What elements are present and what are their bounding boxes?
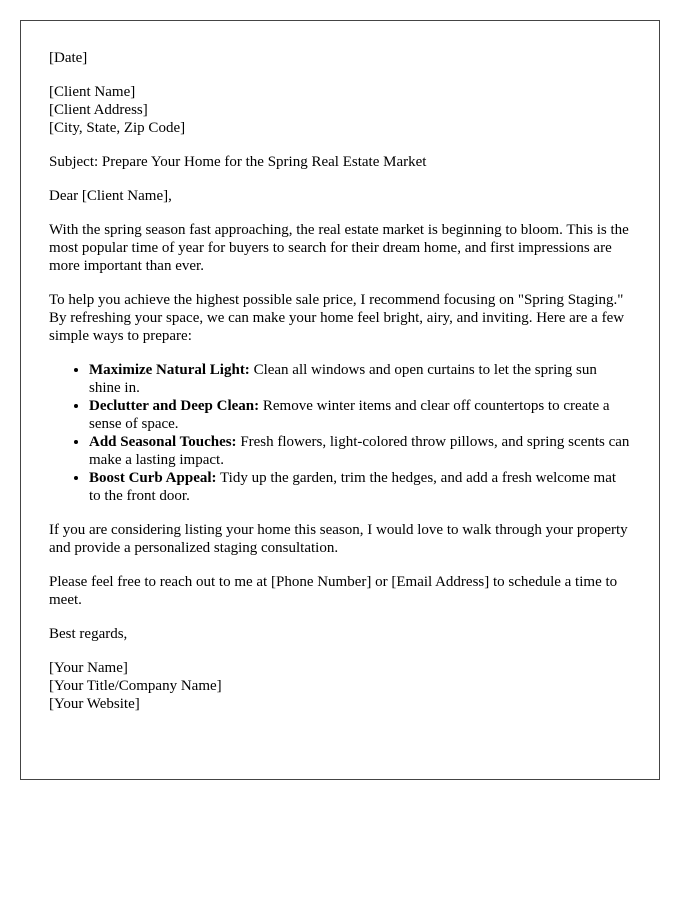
tip-text: Tidy up the garden, trim the hedges, and add a fresh welcome mat to the front door. [89,470,617,504]
letter-date: [Date] [49,50,88,66]
recipient-name: [Client Name] [49,84,136,100]
signature-website: [Your Website] [49,696,140,712]
letter-closing: Best regards, [49,626,128,642]
letter-page [20,20,660,780]
tip-title: Declutter and Deep Clean: [89,398,260,414]
tip-title: Maximize Natural Light: [89,362,250,378]
tip-title: Boost Curb Appeal: [89,470,217,486]
body-paragraph-1: With the spring season fast approaching, the real estate market is beginning to bloom. This is the most popular time of year for buyers to search for their dream home, and first impressions are more important than ever. [49,222,629,274]
list-item [89,397,631,433]
list-item [89,469,631,505]
body-paragraph-4: Please feel free to reach out to me at [Phone Number] or [Email Address] to schedule a time to meet. [49,574,618,608]
letter-subject: Subject: Prepare Your Home for the Spring Real Estate Market [49,154,427,170]
list-item [89,433,631,469]
body-paragraph-2: To help you achieve the highest possible sale price, I recommend focusing on "Spring Staging." By refreshing your space, we can make your home feel bright, airy, and inviting. Here are a few simple ways to prepare: [49,292,625,344]
signature-block [49,659,631,713]
tip-text: Remove winter items and clear off countertops to create a sense of space. [89,398,610,432]
staging-tips-list [49,361,631,505]
list-item [89,361,631,397]
recipient-address: [Client Address] [49,102,148,118]
recipient-block [49,83,631,137]
body-paragraph-3: If you are considering listing your home this season, I would love to walk through your property and provide a personalized staging consultation. [49,522,628,556]
signature-title-company: [Your Title/Company Name] [49,678,222,694]
letter-salutation: Dear [Client Name], [49,188,172,204]
tip-text: Fresh flowers, light-colored throw pillows, and spring scents can make a lasting impact. [89,434,630,468]
tip-title: Add Seasonal Touches: [89,434,237,450]
tip-text: Clean all windows and open curtains to let the spring sun shine in. [89,362,597,396]
recipient-city-state-zip: [City, State, Zip Code] [49,120,186,136]
signature-name: [Your Name] [49,660,128,676]
